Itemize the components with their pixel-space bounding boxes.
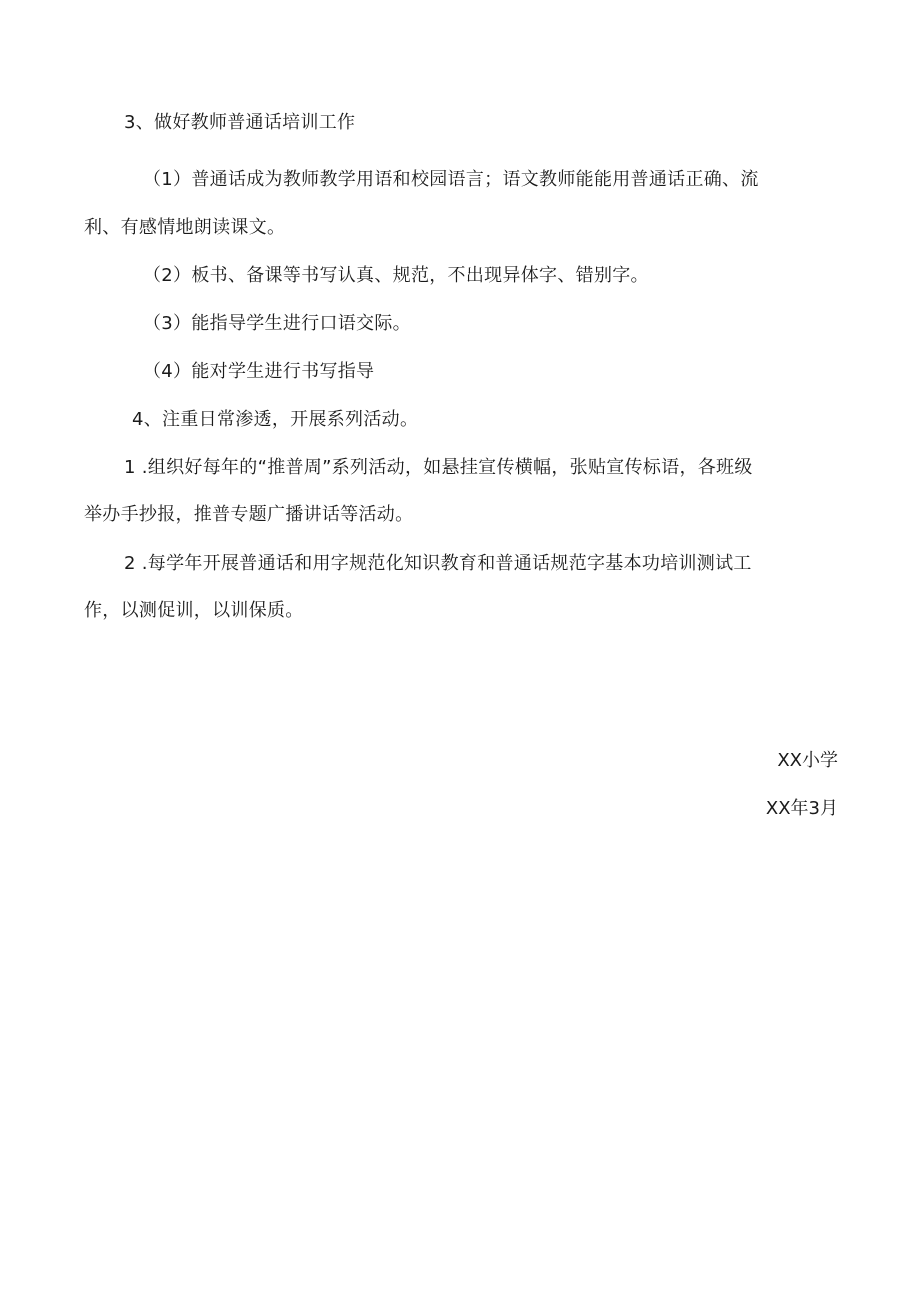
section-4-heading: 4、注重日常渗透，开展系列活动。 [132, 409, 419, 430]
section-3-heading: 3、做好教师普通话培训工作 [124, 112, 356, 133]
item-2: （2）板书、备课等书写认真、规范，不出现异体字、错别字。 [143, 265, 649, 286]
signature-date: XX年3月 [765, 798, 838, 819]
activity-2-line-2: 作，以测促训，以训保质。 [84, 600, 304, 621]
item-1-line-2: 利、有感情地朗读课文。 [84, 217, 286, 238]
item-4: （4）能对学生进行书写指导 [143, 361, 375, 382]
item-1-line-1: （1）普通话成为教师教学用语和校园语言；语文教师能能用普通话正确、流 [143, 169, 759, 190]
activity-1-line-1: 1 .组织好每年的“推普周”系列活动，如悬挂宣传横幅，张贴宣传标语，各班级 [124, 457, 753, 478]
activity-2-line-1: 2 .每学年开展普通话和用字规范化知识教育和普通话规范字基本功培训测试工 [124, 553, 752, 574]
signature-school: XX小学 [777, 750, 838, 771]
activity-1-line-2: 举办手抄报，推普专题广播讲话等活动。 [84, 504, 414, 525]
item-3: （3）能指导学生进行口语交际。 [143, 313, 411, 334]
